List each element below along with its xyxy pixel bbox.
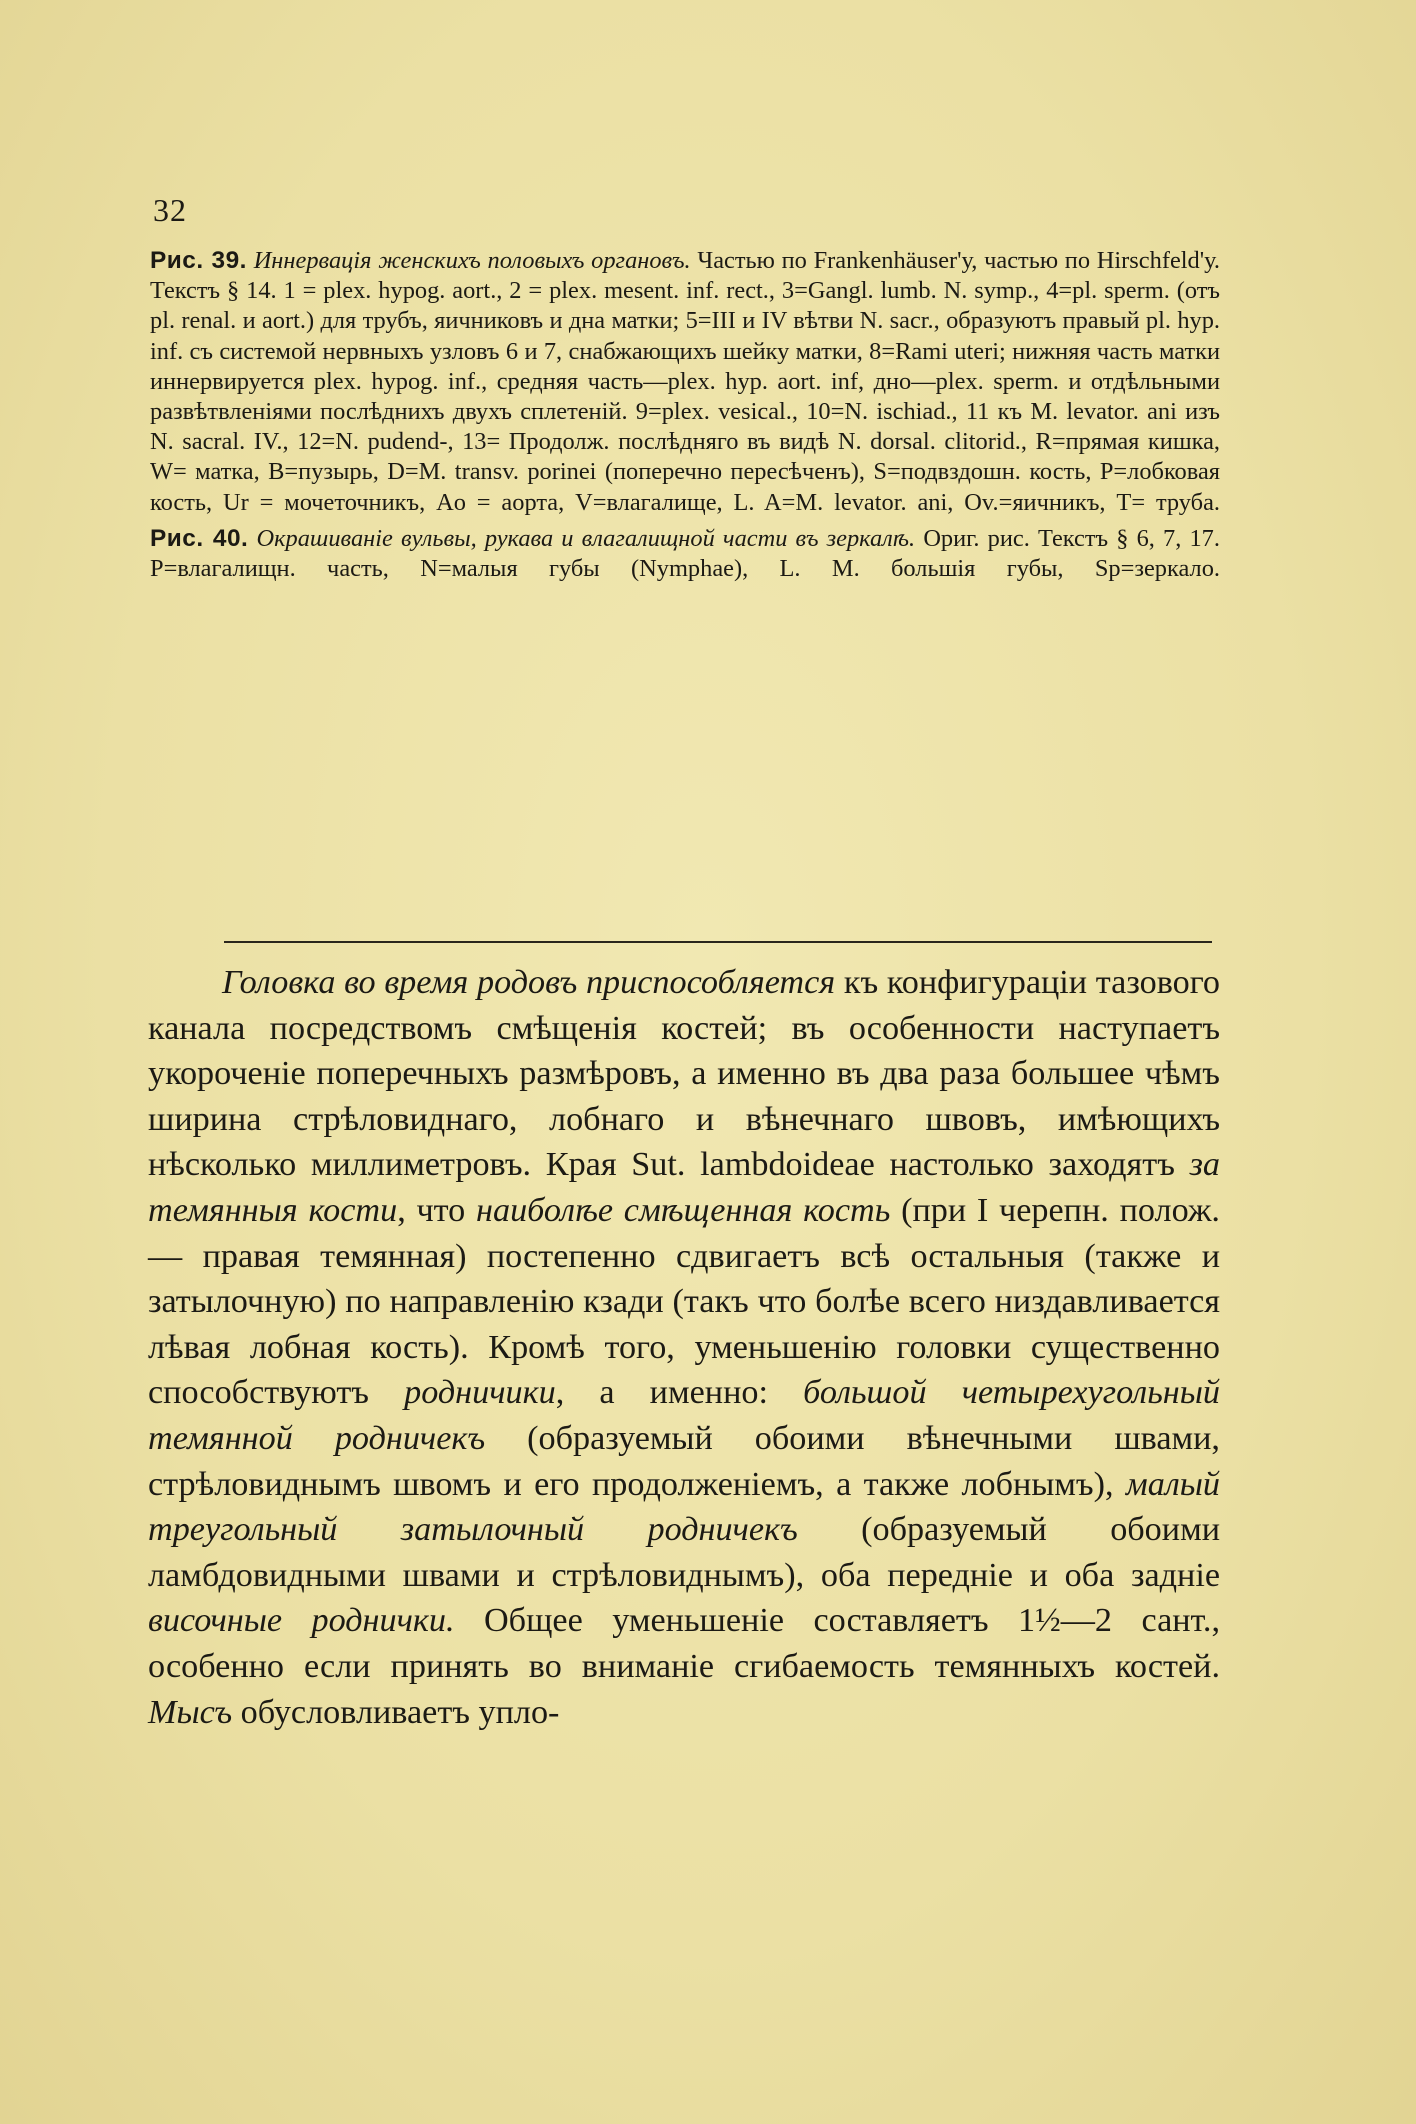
figure-title: Иннервація женскихъ половыхъ органовъ. [253,247,691,274]
figure-caption-text: Частью по Frankenhäuser'у, частью по Hirschfeld'у. Текстъ § 14. 1 = plex. hypog. aort., 2 = plex. mesent. inf. rect., 3=Gangl. lumb. N. symp., 4=pl. sperm. (отъ pl. renal. и aort.) для трубъ, яичниковъ и дна матки; 5=III и IV вѣтви N. sacr., образуютъ правый pl. hyp. inf. съ системой нервныхъ узловъ 6 и 7, снабжающихъ шейку матки, 8=Rami uteri; нижняя часть матки иннервируется plex. hypog. inf., средняя часть—plex. hyp. aort. inf, дно—plex. sperm. и отдѣльными развѣтвленіями послѣднихъ двухъ сплетеній. 9=plex. vesical., 10=N. ischiad., 11 къ M. levator. ani изъ N. sacral. IV., 12=N. pudend-, 13= Продолж. послѣдняго въ видѣ N. dorsal. clitorid., R=прямая кишка, W= матка, B=пузырь, D=M. transv. porinei (поперечно пересѣченъ), S=подвздошн. кость, P=лобковая кость, Ur = мочеточникъ, Ao = аорта, V=влагалище, L. A=M. levator. ani, Ov.=яичникъ, T= труба. [150,247,1220,516]
text-run: (при I черепн. полож. — правая темянная) постепенно сдвигаетъ всѣ остальныя (также и затылочную) по направленію кзади (такъ что болѣе всего низдавливается лѣвая лобная кость). Кромѣ того, уменьшенію головки существенно способствуютъ [148,1191,1220,1412]
figure-label: Рис. 40. [150,524,249,552]
body-paragraph [148,960,1220,1735]
text-run: къ конфигураціи тазового канала посредствомъ смѣщенія костей; въ особенности наступаетъ укороченіе поперечныхъ размѣровъ, а именно въ два раза большее чѣмъ ширина стрѣловиднаго, лобнаго и вѣнечнаго швовъ, имѣющихъ нѣсколько миллиметровъ. Края Sut. lambdoideae настолько заходятъ [148,964,1220,1184]
emphasis: за темянныя кости [148,1146,1220,1229]
text-run: , что [397,1191,477,1229]
text-run: (образуемый обоими ламбдовидными швами и стрѣловиднымъ), оба переднie и оба задніе [148,1511,1220,1594]
body-text [148,960,1220,1735]
figure-caption-text: Ориг. рис. Текстъ § 6, 7, 17. P=влагалищн. часть, N=малыя губы (Nymphae), L. M. большія губы, Sp=зеркало. [150,524,1220,583]
emphasis: наиболѣе смѣщенная кость [476,1191,891,1229]
lead-phrase: Головка во время родовъ приспособляется [222,964,836,1001]
page-number: 32 [153,192,187,228]
text-run: , а именно: [555,1374,804,1412]
figure-caption-39 [150,246,1220,518]
section-divider [224,941,1212,943]
text-run: Общее уменьшеніе составляетъ 1½—2 сант., особенно если принять во вниманіе сгибаемость темянныхъ костей. [148,1602,1220,1685]
emphasis: Мысъ [148,1693,233,1731]
emphasis: большой четырехугольный темянной родничекъ [148,1374,1220,1457]
figure-captions [150,246,1220,584]
text-run: обусловливаетъ упло- [232,1693,560,1731]
figure-title: Окрашиваніе вульвы, рукава и влагалищной части въ зеркалѣ. [256,524,916,552]
text-run: (образуемый обоими вѣнечными швами, стрѣловиднымъ швомъ и его продолженіемъ, а также лобнымъ), [148,1419,1220,1503]
emphasis: малый треугольный затылочный родничекъ [148,1465,1220,1549]
figure-label: Рис. 39. [150,247,247,274]
figure-caption-40 [150,524,1220,584]
emphasis: родничики [404,1374,556,1412]
emphasis: височные роднички. [148,1602,455,1640]
